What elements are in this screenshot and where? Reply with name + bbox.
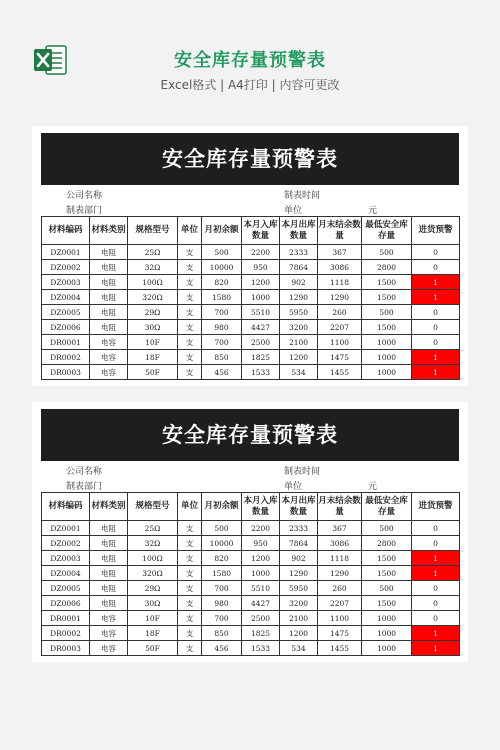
cell-material-category: 电阻 <box>90 566 128 581</box>
cell-material-code: DZ0003 <box>42 551 90 566</box>
cell-material-category: 电阻 <box>90 290 128 305</box>
table-header <box>42 217 460 245</box>
cell-material-code: DZ0002 <box>42 536 90 551</box>
cell-opening-balance: 700 <box>202 335 242 350</box>
column-header-opening-balance: 月初余额 <box>202 217 242 245</box>
table-row <box>42 596 460 611</box>
column-header-opening-balance: 月初余额 <box>202 493 242 521</box>
cell-material-category: 电阻 <box>90 320 128 335</box>
cell-spec-model: 320Ω <box>128 566 178 581</box>
cell-spec-model: 32Ω <box>128 536 178 551</box>
column-header-unit: 单位 <box>178 217 202 245</box>
cell-spec-model: 18F <box>128 626 178 641</box>
cell-material-category: 电容 <box>90 350 128 365</box>
cell-unit: 支 <box>178 320 202 335</box>
cell-inbound-qty: 2200 <box>242 245 280 260</box>
cell-material-code: DR0003 <box>42 365 90 380</box>
cell-restock-warning: 1 <box>412 641 460 656</box>
cell-unit: 支 <box>178 626 202 641</box>
cell-outbound-qty: 902 <box>280 275 318 290</box>
cell-material-category: 电容 <box>90 641 128 656</box>
cell-min-safety-stock: 1500 <box>362 566 412 581</box>
cell-restock-warning: 0 <box>412 521 460 536</box>
column-header-material-category: 材料类别 <box>90 493 128 521</box>
cell-inbound-qty: 1200 <box>242 551 280 566</box>
cell-restock-warning: 1 <box>412 626 460 641</box>
table-row <box>42 335 460 350</box>
cell-closing-balance: 367 <box>318 521 362 536</box>
cell-closing-balance: 1475 <box>318 626 362 641</box>
cell-opening-balance: 1580 <box>202 290 242 305</box>
cell-material-category: 电阻 <box>90 245 128 260</box>
cell-unit: 支 <box>178 596 202 611</box>
cell-restock-warning: 1 <box>412 275 460 290</box>
cell-material-code: DZ0005 <box>42 305 90 320</box>
cell-unit: 支 <box>178 305 202 320</box>
cell-outbound-qty: 5950 <box>280 581 318 596</box>
cell-inbound-qty: 1000 <box>242 290 280 305</box>
cell-material-code: DZ0006 <box>42 596 90 611</box>
cell-closing-balance: 260 <box>318 305 362 320</box>
cell-inbound-qty: 1825 <box>242 350 280 365</box>
cell-material-category: 电容 <box>90 626 128 641</box>
unit-label: 单位 <box>284 206 303 216</box>
cell-spec-model: 25Ω <box>128 521 178 536</box>
cell-opening-balance: 500 <box>202 245 242 260</box>
cell-material-category: 电阻 <box>90 551 128 566</box>
cell-closing-balance: 1118 <box>318 275 362 290</box>
cell-outbound-qty: 1200 <box>280 350 318 365</box>
cell-min-safety-stock: 1000 <box>362 641 412 656</box>
cell-spec-model: 30Ω <box>128 596 178 611</box>
cell-material-code: DR0001 <box>42 611 90 626</box>
company-name-label: 公司名称 <box>66 467 103 477</box>
cell-opening-balance: 700 <box>202 305 242 320</box>
cell-closing-balance: 260 <box>318 581 362 596</box>
cell-inbound-qty: 4427 <box>242 320 280 335</box>
cell-inbound-qty: 5510 <box>242 581 280 596</box>
cell-unit: 支 <box>178 521 202 536</box>
column-header-closing-balance: 月末结余数量 <box>318 493 362 521</box>
cell-inbound-qty: 1533 <box>242 641 280 656</box>
table-row <box>42 611 460 626</box>
cell-unit: 支 <box>178 260 202 275</box>
cell-outbound-qty: 2100 <box>280 611 318 626</box>
cell-restock-warning: 0 <box>412 335 460 350</box>
cell-outbound-qty: 2333 <box>280 245 318 260</box>
column-header-material-category: 材料类别 <box>90 217 128 245</box>
cell-outbound-qty: 1290 <box>280 566 318 581</box>
cell-unit: 支 <box>178 551 202 566</box>
cell-unit: 支 <box>178 290 202 305</box>
column-header-restock-warning: 进货预警 <box>412 217 460 245</box>
cell-material-category: 电阻 <box>90 275 128 290</box>
cell-material-code: DZ0005 <box>42 581 90 596</box>
cell-spec-model: 50F <box>128 641 178 656</box>
cell-unit: 支 <box>178 365 202 380</box>
page-title: 安全库存量预警表 <box>174 50 326 71</box>
currency-label: 元 <box>368 206 378 216</box>
cell-min-safety-stock: 1000 <box>362 335 412 350</box>
cell-opening-balance: 10000 <box>202 536 242 551</box>
cell-spec-model: 320Ω <box>128 290 178 305</box>
cell-material-category: 电阻 <box>90 581 128 596</box>
cell-inbound-qty: 2200 <box>242 521 280 536</box>
department-label: 制表部门 <box>66 206 103 216</box>
table-row <box>42 260 460 275</box>
cell-spec-model: 10F <box>128 335 178 350</box>
table-row <box>42 305 460 320</box>
cell-restock-warning: 0 <box>412 611 460 626</box>
table-row <box>42 275 460 290</box>
cell-material-code: DZ0003 <box>42 275 90 290</box>
cell-material-code: DR0001 <box>42 335 90 350</box>
cell-outbound-qty: 534 <box>280 365 318 380</box>
sheet-title: 安全库存量预警表 <box>41 409 459 461</box>
cell-restock-warning: 0 <box>412 536 460 551</box>
sheet-preview-2 <box>32 402 468 662</box>
cell-opening-balance: 850 <box>202 626 242 641</box>
cell-spec-model: 30Ω <box>128 320 178 335</box>
cell-outbound-qty: 2333 <box>280 521 318 536</box>
inventory-table <box>41 216 460 380</box>
cell-inbound-qty: 1533 <box>242 365 280 380</box>
cell-spec-model: 100Ω <box>128 551 178 566</box>
page-subtitle: Excel格式 | A4打印 | 内容可更改 <box>160 78 340 92</box>
cell-inbound-qty: 950 <box>242 260 280 275</box>
cell-spec-model: 18F <box>128 350 178 365</box>
cell-restock-warning: 1 <box>412 365 460 380</box>
cell-inbound-qty: 5510 <box>242 305 280 320</box>
table-row <box>42 641 460 656</box>
cell-opening-balance: 980 <box>202 596 242 611</box>
column-header-outbound-qty: 本月出库数量 <box>280 493 318 521</box>
cell-material-code: DZ0004 <box>42 290 90 305</box>
cell-unit: 支 <box>178 350 202 365</box>
cell-opening-balance: 820 <box>202 275 242 290</box>
cell-unit: 支 <box>178 335 202 350</box>
cell-material-category: 电阻 <box>90 305 128 320</box>
table-row <box>42 566 460 581</box>
cell-outbound-qty: 2100 <box>280 335 318 350</box>
cell-opening-balance: 980 <box>202 320 242 335</box>
table-row <box>42 581 460 596</box>
cell-material-code: DR0002 <box>42 626 90 641</box>
cell-outbound-qty: 1200 <box>280 626 318 641</box>
cell-opening-balance: 456 <box>202 365 242 380</box>
cell-min-safety-stock: 1500 <box>362 320 412 335</box>
currency-label: 元 <box>368 482 378 492</box>
cell-unit: 支 <box>178 641 202 656</box>
cell-opening-balance: 1580 <box>202 566 242 581</box>
inventory-table <box>41 492 460 656</box>
cell-closing-balance: 3086 <box>318 260 362 275</box>
cell-restock-warning: 1 <box>412 350 460 365</box>
cell-material-category: 电阻 <box>90 521 128 536</box>
cell-material-code: DR0002 <box>42 350 90 365</box>
cell-inbound-qty: 2500 <box>242 335 280 350</box>
cell-restock-warning: 1 <box>412 551 460 566</box>
cell-material-code: DZ0001 <box>42 245 90 260</box>
date-label: 制表时间 <box>284 467 321 477</box>
cell-min-safety-stock: 500 <box>362 521 412 536</box>
cell-opening-balance: 700 <box>202 611 242 626</box>
cell-inbound-qty: 950 <box>242 536 280 551</box>
cell-restock-warning: 0 <box>412 320 460 335</box>
column-header-min-safety-stock: 最低安全库存量 <box>362 217 412 245</box>
cell-min-safety-stock: 1000 <box>362 611 412 626</box>
cell-closing-balance: 1118 <box>318 551 362 566</box>
cell-closing-balance: 367 <box>318 245 362 260</box>
cell-restock-warning: 0 <box>412 245 460 260</box>
department-label: 制表部门 <box>66 482 103 492</box>
cell-closing-balance: 3086 <box>318 536 362 551</box>
table-row <box>42 536 460 551</box>
table-row <box>42 320 460 335</box>
cell-min-safety-stock: 1000 <box>362 626 412 641</box>
table-row <box>42 365 460 380</box>
cell-unit: 支 <box>178 275 202 290</box>
column-header-restock-warning: 进货预警 <box>412 493 460 521</box>
cell-closing-balance: 2207 <box>318 596 362 611</box>
cell-closing-balance: 1290 <box>318 290 362 305</box>
cell-closing-balance: 1290 <box>318 566 362 581</box>
table-row <box>42 626 460 641</box>
cell-material-code: DR0003 <box>42 641 90 656</box>
unit-label: 单位 <box>284 482 303 492</box>
cell-material-code: DZ0002 <box>42 260 90 275</box>
cell-closing-balance: 1455 <box>318 365 362 380</box>
cell-closing-balance: 1475 <box>318 350 362 365</box>
cell-min-safety-stock: 2800 <box>362 536 412 551</box>
cell-outbound-qty: 7864 <box>280 260 318 275</box>
cell-min-safety-stock: 1500 <box>362 596 412 611</box>
column-header-inbound-qty: 本月入库数量 <box>242 493 280 521</box>
column-header-unit: 单位 <box>178 493 202 521</box>
cell-unit: 支 <box>178 245 202 260</box>
cell-material-category: 电阻 <box>90 596 128 611</box>
cell-outbound-qty: 3200 <box>280 596 318 611</box>
sheet-preview-1 <box>32 126 468 386</box>
cell-outbound-qty: 534 <box>280 641 318 656</box>
company-name-label: 公司名称 <box>66 191 103 201</box>
cell-restock-warning: 0 <box>412 596 460 611</box>
cell-opening-balance: 700 <box>202 581 242 596</box>
cell-inbound-qty: 1825 <box>242 626 280 641</box>
cell-material-code: DZ0006 <box>42 320 90 335</box>
table-row <box>42 350 460 365</box>
cell-material-category: 电阻 <box>90 536 128 551</box>
column-header-closing-balance: 月末结余数量 <box>318 217 362 245</box>
cell-opening-balance: 820 <box>202 551 242 566</box>
cell-unit: 支 <box>178 611 202 626</box>
column-header-outbound-qty: 本月出库数量 <box>280 217 318 245</box>
cell-material-category: 电容 <box>90 365 128 380</box>
cell-min-safety-stock: 2800 <box>362 260 412 275</box>
cell-material-category: 电容 <box>90 335 128 350</box>
cell-spec-model: 100Ω <box>128 275 178 290</box>
cell-inbound-qty: 4427 <box>242 596 280 611</box>
cell-min-safety-stock: 500 <box>362 581 412 596</box>
cell-restock-warning: 0 <box>412 260 460 275</box>
column-header-inbound-qty: 本月入库数量 <box>242 217 280 245</box>
cell-outbound-qty: 7864 <box>280 536 318 551</box>
cell-outbound-qty: 902 <box>280 551 318 566</box>
cell-spec-model: 50F <box>128 365 178 380</box>
cell-min-safety-stock: 500 <box>362 245 412 260</box>
cell-min-safety-stock: 1500 <box>362 551 412 566</box>
cell-closing-balance: 2207 <box>318 320 362 335</box>
cell-material-code: DZ0004 <box>42 566 90 581</box>
page-footer <box>0 676 500 750</box>
cell-outbound-qty: 3200 <box>280 320 318 335</box>
cell-opening-balance: 500 <box>202 521 242 536</box>
cell-spec-model: 29Ω <box>128 581 178 596</box>
cell-unit: 支 <box>178 536 202 551</box>
cell-min-safety-stock: 1000 <box>362 365 412 380</box>
cell-restock-warning: 1 <box>412 290 460 305</box>
table-row <box>42 245 460 260</box>
cell-inbound-qty: 1200 <box>242 275 280 290</box>
cell-closing-balance: 1100 <box>318 335 362 350</box>
date-label: 制表时间 <box>284 191 321 201</box>
cell-opening-balance: 456 <box>202 641 242 656</box>
column-header-material-code: 材料编码 <box>42 493 90 521</box>
sheet-title: 安全库存量预警表 <box>41 133 459 185</box>
cell-inbound-qty: 2500 <box>242 611 280 626</box>
page-header <box>0 0 500 112</box>
cell-opening-balance: 10000 <box>202 260 242 275</box>
cell-closing-balance: 1100 <box>318 611 362 626</box>
cell-min-safety-stock: 1000 <box>362 350 412 365</box>
cell-restock-warning: 0 <box>412 581 460 596</box>
table-row <box>42 521 460 536</box>
cell-spec-model: 25Ω <box>128 245 178 260</box>
cell-closing-balance: 1455 <box>318 641 362 656</box>
column-header-material-code: 材料编码 <box>42 217 90 245</box>
cell-restock-warning: 1 <box>412 566 460 581</box>
cell-spec-model: 32Ω <box>128 260 178 275</box>
column-header-min-safety-stock: 最低安全库存量 <box>362 493 412 521</box>
cell-min-safety-stock: 500 <box>362 305 412 320</box>
cell-outbound-qty: 5950 <box>280 305 318 320</box>
cell-opening-balance: 850 <box>202 350 242 365</box>
cell-material-code: DZ0001 <box>42 521 90 536</box>
table-header <box>42 493 460 521</box>
table-row <box>42 551 460 566</box>
cell-min-safety-stock: 1500 <box>362 275 412 290</box>
column-header-spec-model: 规格型号 <box>128 493 178 521</box>
cell-material-category: 电阻 <box>90 260 128 275</box>
cell-unit: 支 <box>178 581 202 596</box>
cell-restock-warning: 0 <box>412 305 460 320</box>
cell-spec-model: 29Ω <box>128 305 178 320</box>
cell-outbound-qty: 1290 <box>280 290 318 305</box>
cell-material-category: 电容 <box>90 611 128 626</box>
cell-spec-model: 10F <box>128 611 178 626</box>
cell-inbound-qty: 1000 <box>242 566 280 581</box>
cell-unit: 支 <box>178 566 202 581</box>
table-row <box>42 290 460 305</box>
column-header-spec-model: 规格型号 <box>128 217 178 245</box>
cell-min-safety-stock: 1500 <box>362 290 412 305</box>
